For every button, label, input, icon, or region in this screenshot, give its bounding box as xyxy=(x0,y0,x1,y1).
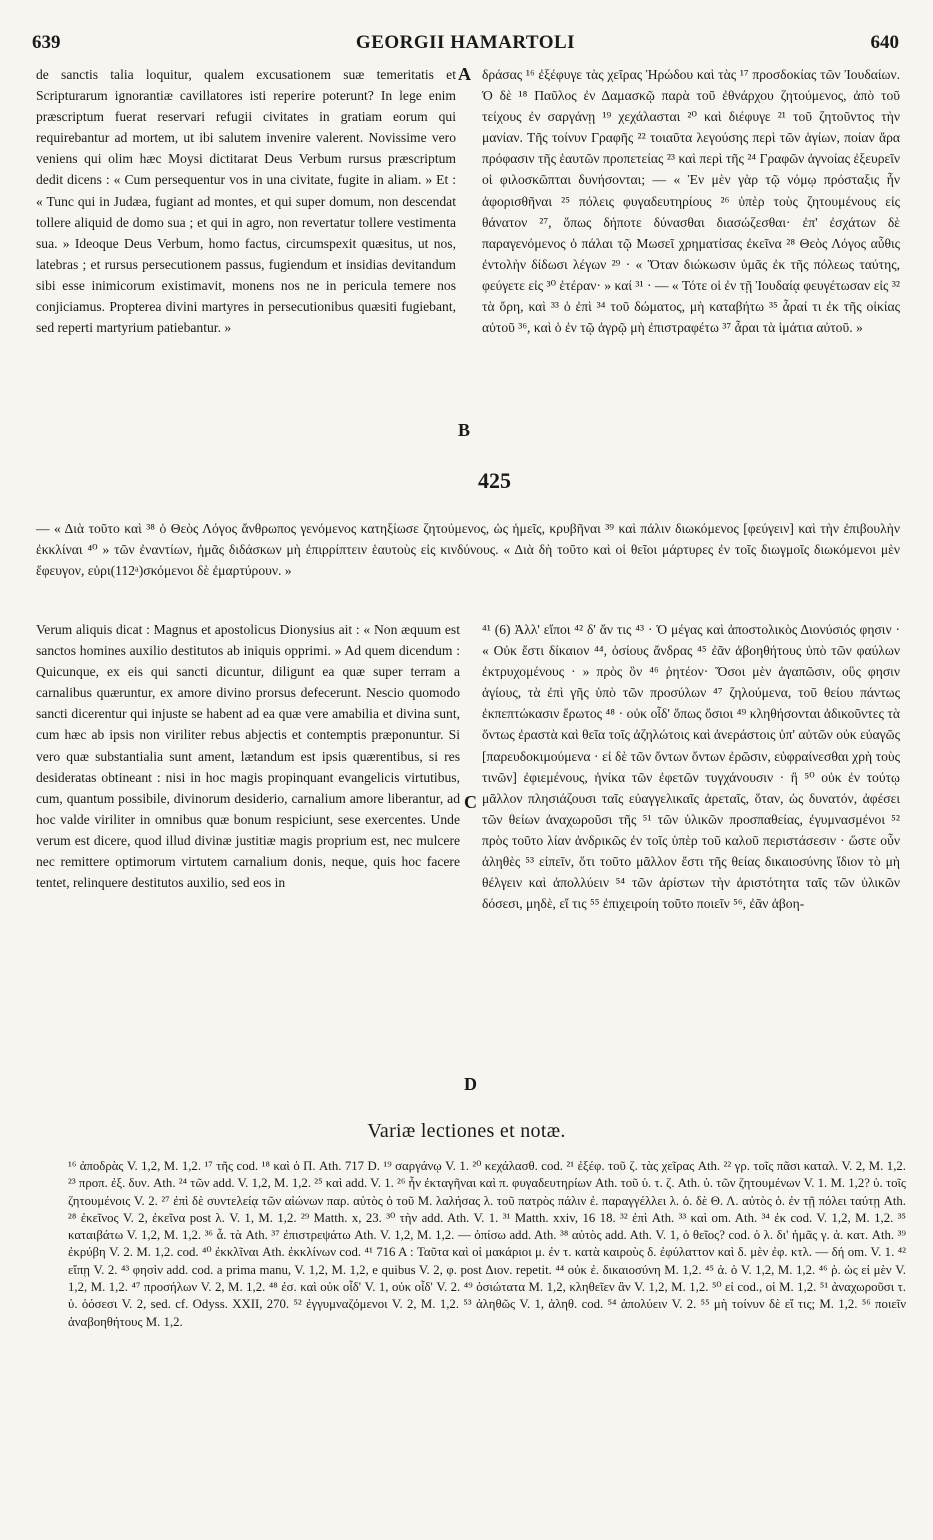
notes-heading: Variæ lectiones et notæ. xyxy=(367,1120,566,1142)
margin-letter-c: C xyxy=(464,792,477,812)
variant-notes xyxy=(68,1158,906,1331)
notes-text: ¹⁶ ἀποδρὰς V. 1,2, M. 1,2. ¹⁷ τῆς cod. ¹⁸ καὶ ὁ Π. Ath. 717 D. ¹⁹ σαργάνῳ V. 1. ²⁰ κεχάλασθ. cod. ²¹ ἐξέφ. τοῦ ζ. τὰς χεῖρας Ath. ²² γρ. τοῖς πᾶσι καταλ. V. 2, M. 1,2. ²³ προπ. ἐξ. δυν. Ath. ²⁴ τῶν add. V. 1,2, M. 1,2. ²⁵ καὶ add. V. 1. ²⁶ ἦν ἐκταγῆναι καὶ π. φυγαδευτηρίων Ath. τοῦ ὑ. τ. ζ. Ath. ὑ. τῶν ζητουμένων V. 1. M. 1,2? ὑ. τοῖς ζητουμένοις V. 2. ²⁷ ἐπὶ δὲ συντελείᾳ τῶν αἰώνων παρ. αὐτὸς ὁ τοῦ Μ. λαλήσας λ. τοῦ πατρὸς πάλιν ἐ. παραγγέλλει λ. ὁ. δὲ Θ. Λ. αὐτὸς ὁ. ἐν τῇ πόλει ταύτῃ Ath. ²⁸ ἐκεῖνος V. 2, ἐκεῖνα post λ. V. 1, M. 1,2. ²⁹ Matth. x, 23. ³⁰ τὴν add. Ath. V. 1. ³¹ Matth. xxiv, 16 18. ³² ἐπὶ Ath. ³³ καὶ om. Ath. ³⁴ ἐκ cod. V. 1,2, M. 1,2. ³⁵ καταιβάτω V. 1,2, M. 1,2. ³⁶ ἆ. τὰ Ath. ³⁷ ἐπιστρεψάτω Ath. V. 1,2, M. 1,2. — ὀπίσω add. Ath. ³⁸ αὐτὸς add. Ath. V. 1, ὁ θεῖος? cod. ὁ λ. δι' ἡμᾶς γ. ἀ. κατ. Ath. ³⁹ ἐκρύβη V. 2. M. 1,2. cod. ⁴⁰ ἐκκλῖναι Ath. ἐκκλίνων cod. ⁴¹ 716 A : Ταῦτα καὶ οἱ μακάριοι μ. ἐν τ. κατὰ καιροὺς δ. ἐφύλαττον καὶ δ. μὲν ἐφ. κτλ. — δή om. V. 1. ⁴² εἴπῃ V. 2. ⁴³ φησὶν add. cod. a prima manu, V. 1,2, M. 1,2, e quibus V. 2, φ. post Διον. repetit. ⁴⁴ οὐκ ἐ. δικαιοσύνη M. 1,2. ⁴⁵ ἀ. ὁ V. 1,2, M. 1,2. ⁴⁶ ῥ. ὡς εἰ μὲν V. 1,2, M. 1,2. ⁴⁷ προσήλων V. 2, M. 1,2. ⁴⁸ ἐσ. καὶ οὐκ οἶδ' V. 1, οὐκ οἶδ' V. 2. ⁴⁹ ὁσιώτατα M. 1,2, κληθεῖεν ἂν V. 1,2, M. 1,2. ⁵⁰ εἰ cod., οἱ M. 1,2. ⁵¹ ἀναχωροῦσι τ. ὑ. ὁόσεσι V. 2, sed. cf. Odyss. XXII, 270. ⁵² ἐγγυμναζόμενοι V. 2, M. 1,2. ⁵³ ἀληθῶς V. 1, ἀληθ. cod. ⁵⁴ ἀπολύειν V. 2. ⁵⁵ μὴ τοίνυν δὲ εἴ τις; M. 1,2. ⁵⁶ ποιεῖν ἀναβοηθήτους M. 1,2. xyxy=(68,1159,906,1329)
greek-column-bottom xyxy=(482,619,900,914)
margin-column-number: 425 xyxy=(478,468,511,493)
greek-fullwidth-passage xyxy=(36,518,900,581)
latin-column-bottom xyxy=(36,619,460,893)
greek-fullwidth-paragraph: — « Διὰ τοῦτο καὶ ³⁸ ὁ Θεὸς Λόγος ἄνθρωπος γενόμενος κατηξίωσε ζητούμενος, ὡς ἡμεῖς, κρυβῆναι ³⁹ καὶ πάλιν διωκόμενος [φεύγειν] καὶ τὴν ἐπιβουλὴν ἐκκλίναι ⁴⁰ » τῶν ἐναντίων, ἡμᾶς διδάσκων μὴ ἐπιρρίπτειν ἑαυτοὺς εἰς κινδύνους. « Διὰ δὴ τοῦτο καὶ οἱ θεῖοι μάρτυρες ἐν τοῖς διωγμοῖς διωκόμενοι μὲν ἔφευγον, εὑρι(112ᵃ)σκόμενοι δὲ ἐμαρτύρουν. » xyxy=(36,521,900,579)
margin-letter-b: B xyxy=(458,420,471,440)
page-header xyxy=(32,32,899,58)
page-number-right: 640 xyxy=(870,32,899,53)
greek-paragraph-top: δράσας ¹⁶ ἐξέφυγε τὰς χεῖρας Ἡρώδου καὶ τὰς ¹⁷ προσδοκίας τῶν Ἰουδαίων. Ὁ δὲ ¹⁸ Παῦλος ἐν Δαμασκῷ παρὰ τοῦ ἐθνάρχου ζητούμενος, ἀπὸ τοῦ τείχους ἐν σαργάνῃ ¹⁹ χεχάλασται ²⁰ καὶ διέφυγε ²¹ τοῦ ζητοῦντος τὴν μανίαν. Τῆς τοίνυν Γραφῆς ²² τοιαῦτα λεγούσης περὶ τῶν ἁγίων, ποίαν ἄρα πρόφασιν τῆς ἑαυτῶν προπετείας ²³ καὶ περὶ τῆς ²⁴ Γραφῶν ἀγνοίας ἐξευρεῖν οἱ φιλοσκῶπται δυνήσονται; — « Ἐν μὲν γὰρ τῷ νόμῳ πρόσταξις ἦν ἀφορισθῆναι ²⁵ πόλεις φυγαδευτηρίους ²⁶ ὑπὲρ τοὺς ζητουμένους εἰς θάνατον ²⁷, ὅπως δήποτε δύνασθαι διασώζεσθαι· ἐπ' ἐσχάτων δὲ παραγενόμενος ὁ πάλαι τῷ Μωσεῖ χρηματίσας ἐκεῖνα ²⁸ Θεὸς Λόγος αὖθις ἐντολὴν δίδωσι λέγων ²⁹ · « Ὅταν διώκωσιν ὑμᾶς ἐκ τῆς πόλεως ταύτης, φεύγετε εἰς ³⁰ ἑτέραν· » καί ³¹ · — « Τότε οἱ ἐν τῇ Ἰουδαίᾳ φευγέτωσαν εἰς ³² τὰ ὄρη, καὶ ³³ ὁ ἐπὶ ³⁴ τοῦ δώματος, μὴ καταβήτω ³⁵ ἆραί τι ἐκ τῆς οἰκίας αὐτοῦ ³⁶, καὶ ὁ ἐν τῷ ἀγρῷ μὴ ἐπιστραφέτω ³⁷ ἆραι τὰ ἱμάτια αὐτοῦ. » xyxy=(482,67,900,336)
greek-paragraph-bottom: ⁴¹ (6) Ἀλλ' εἴποι ⁴² δ' ἄν τις ⁴³ · Ὁ μέγας καὶ ἀποστολικὸς Διονύσιός φησιν · « Οὐκ ἔστι δίκαιον ⁴⁴, ὁσίους ἄνδρας ⁴⁵ ἐᾶν ἀβοηθήτους ὑπὸ τῶν φαύλων ἐκτρυχομένους · » πρὸς ὃν ⁴⁶ ῥητέον· Ὅσοι μὲν ἀγαπῶσιν, οὓς φησιν ἁγίους, τὰ ἐπὶ γῆς ὑπὸ τῶν προσύλων ⁴⁷ ζηλούμενα, τοῦ θείου πάντως ἐκπεπτώκασιν ἔρωτος ⁴⁸ · οὐκ οἶδ' ὅπως ὅσιοι ⁴⁹ κληθήσονται ἀδικοῦντες τὰ ὄντως ἐραστὰ καὶ θεῖα τοῖς ἀζηλώτοις καὶ ἀνεράστοις ὑπ' αὐτῶν οὐκ εὐαγῶς [παρευδοκιμούμενα · εἰ δὲ τῶν ὄντων ὄντων ἐρῶσιν, εὐφραίνεσθαι χρὴ τοὺς τινῶν] ἐφιεμένους, ἡνίκα τῶν ἐφετῶν τυγχάνουσιν · ἢ ⁵⁰ οὐκ ἐν τούτῳ μᾶλλον πλησιάζουσι ταῖς εὐαγγελικαῖς ἀρεταῖς, ὅταν, ὡς δυνατόν, ἀφέσει τῶν θείων ἀναχωροῦσι τῆς ⁵¹ τῶν ὑλικῶν προσπαθείας, ἐγυμνασμένοι ⁵² πρὸς τοῦτο λίαν ἀνδρικῶς ἐν τοῖς ὑπὲρ τοῦ καλοῦ περιστάσεσιν · ὥστε οὖν ἀληθὲς ⁵³ εἰπεῖν, ὅτι τοῦτο μᾶλλον ἔστι τῆς θείας δικαιοσύνης ἴδιον τὸ μὴ θέλγειν καὶ ἀπολλύειν ⁵⁴ τῶν ἀρίστων τὴν ἀριστότητα ταῖς τῶν ὑλικῶν δόσεσι, μηδὲ, εἴ τις ⁵⁵ ἐπιχειροίη τοῦτο ποιεῖν ⁵⁶, ἐᾶν ἀβοη- xyxy=(482,622,900,912)
page-number-left: 639 xyxy=(32,32,61,53)
latin-column-top xyxy=(36,64,456,338)
margin-letter-a: A xyxy=(458,64,471,84)
greek-column-top xyxy=(482,64,900,338)
latin-paragraph-bottom: Verum aliquis dicat : Magnus et apostolicus Dionysius ait : « Non æquum est sanctos homines auxilio destitutos ab iniquis opprimi. » Ad quem dicendum : Quicunque, ex eis qui sancti dicuntur, diligunt ea quæ super terram a carnalibus quæruntur, ex amore divino prorsus defecerunt. Nescio quomodo sancti dicerentur qui injuste se habent ad ea quæ vere amabilia et divina sunt, cum hæc ab ipsis non viriliter rebus abjectis et contemptis præponuntur. Si vero quæ substantialia sunt ament, lætandum est ipsis quærentibus, si res desideratas obtineant : nisi in hoc magis propinquant evangelicis virtutibus, cum, quantum possibile, divinorum desiderio, carnalium amore liberantur, ad hoc valde viriliter in omnibus quæ bonum respiciunt, sese exercentes. Unde verum est dicere, quod illud divinæ justitiæ magis proprium est, nec mulcere nec remittere optimorum virtutem carnalium donis, neque, quis hoc facere tentet, relinquere destitutos auxilio, sed eos in xyxy=(36,622,460,891)
margin-letter-d: D xyxy=(464,1074,477,1094)
running-title: GEORGII HAMARTOLI xyxy=(355,32,576,53)
latin-paragraph-top: de sanctis talia loquitur, qualem excusationem suæ temeritatis et Scripturarum ignorantiæ cavillatores isti reperire poterunt? In lege enim præscriptum fuerat reservari refugii civitates in gratiam eorum qui requirebantur ad mortem, ut ibi salutem invenire valerent. Novissime vero veniens qui olim hæc Moysi dictitarat Deus Verbum rursus præscriptum dedit dicens : « Cum persequentur vos in una civitate, fugite in aliam. » Et : « Tunc qui in Judæa, fugiant ad montes, et qui super domum, non descendat tollere aliquid de domo sua ; et qui in agro, non revertatur tollere vestimenta sua. » Ideoque Deus Verbum, homo factus, circumspexit quæsitus, ut nos, latebras ; et rursus persecutionem passus, fugiendum et insidias devitandum sibi esse inimicorum existimavit, monens nos ne in pericula temere nos conjiciamus. Propterea divini martyres in persecutionibus quæsiti fugiebant, sed reperti martyrium patiebantur. » xyxy=(36,67,456,336)
